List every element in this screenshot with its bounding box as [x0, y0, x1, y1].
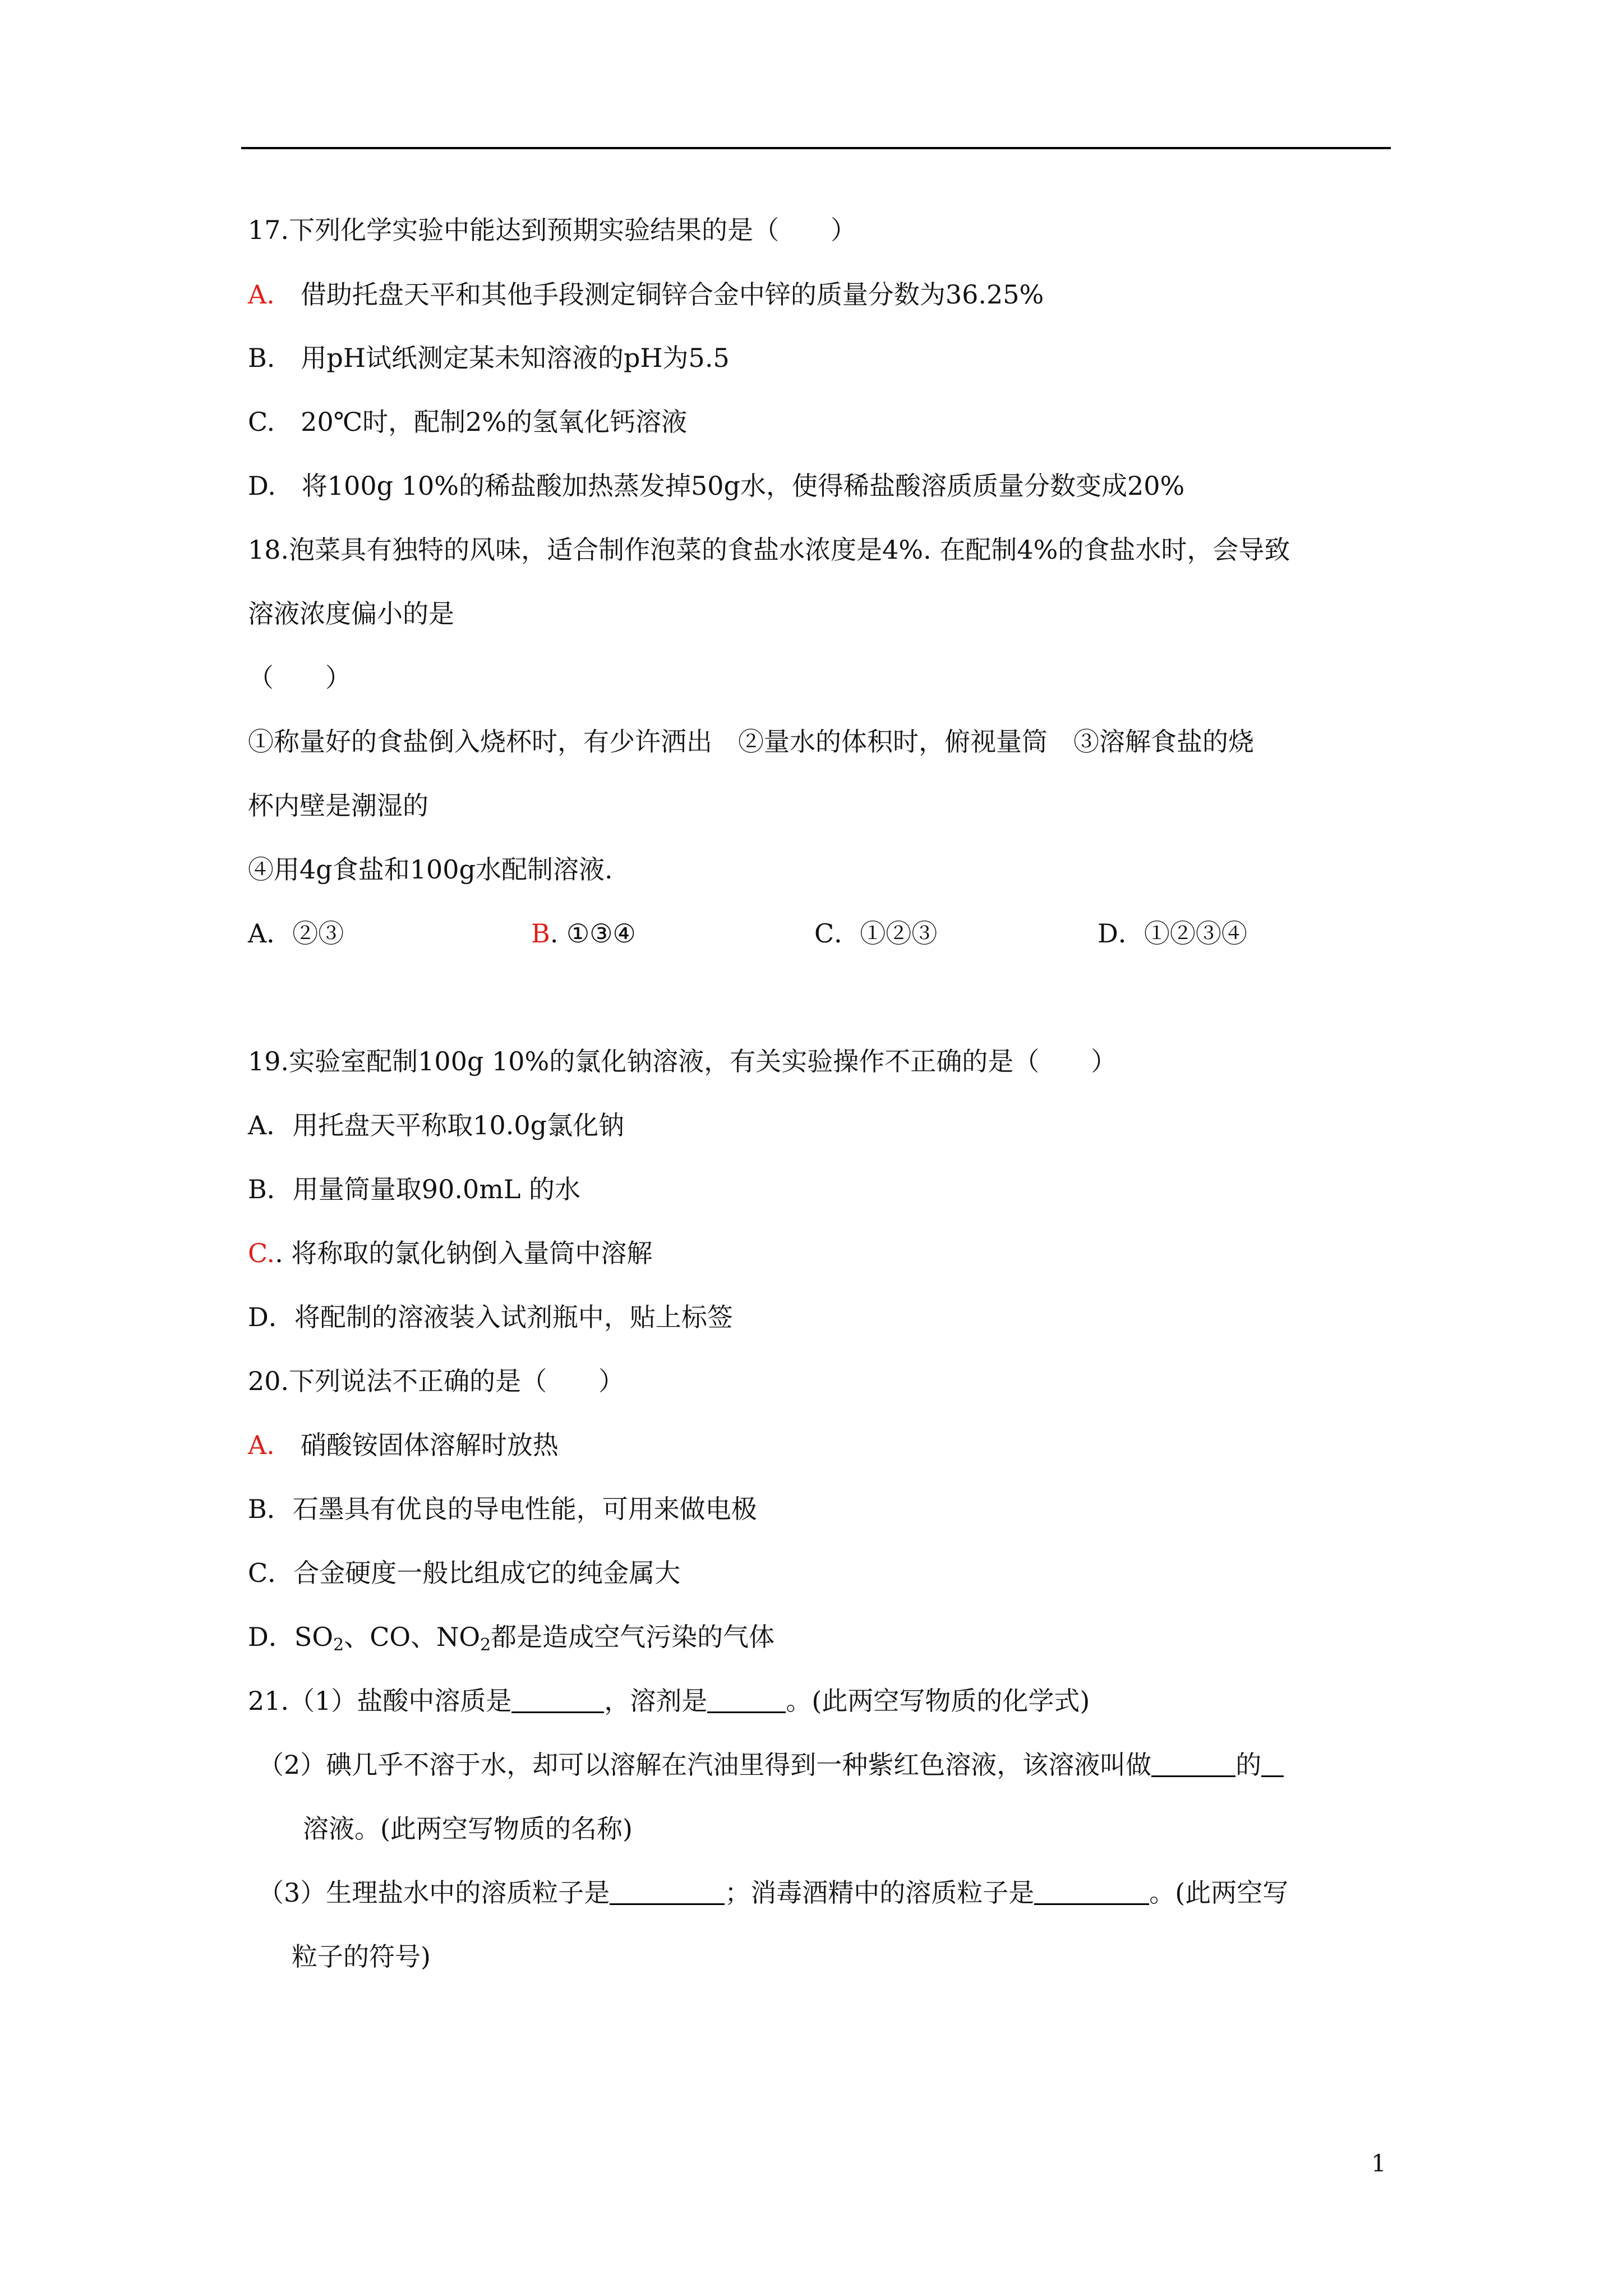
q18-options	[248, 917, 1370, 950]
q20-option-d: D．$SO_2$、CO、$NO_2$都是造成空气污染的气体	[248, 1622, 775, 1655]
q18-stem-line2: 溶液浓度偏小的是	[248, 599, 454, 629]
q21-part2-line2: 溶液。(此两空写物质的名称)	[303, 1814, 633, 1844]
q17-stem: 17.下列化学实验中能达到预期实验结果的是（ ）	[248, 215, 857, 245]
q17-option-a: A. 借助托盘天平和其他手段测定铜锌合金中锌的质量分数为36.25%	[248, 279, 1044, 310]
page-number: 1	[1371, 2150, 1386, 2177]
q18-item-line2: 杯内壁是潮湿的	[248, 790, 428, 821]
q18-option-b: B. ①③④	[531, 918, 636, 949]
q19-option-a: A．用托盘天平称取10.0g氯化钠	[248, 1110, 625, 1140]
q17-option-d: D. 将100g 10%的稀盐酸加热蒸发掉50g水，使得稀盐酸溶质质量分数变成20%	[248, 471, 1185, 501]
q17-option-b: B. 用pH试纸测定某未知溶液的pH为5.5	[248, 343, 730, 373]
answer-blank[interactable]	[610, 1879, 725, 1905]
q21-part3-line1: （3）生理盐水中的溶质粒子是 ；消毒酒精中的溶质粒子是 。(此两空写	[258, 1878, 1289, 1908]
q18-item-line3: ④用4g食盐和100g水配制溶液.	[248, 854, 613, 885]
answer-mark: A.	[248, 279, 275, 310]
q18-option-a: A．②③	[248, 918, 344, 949]
q18-item-line1: ①称量好的食盐倒入烧杯时，有少许洒出 ②量水的体积时，俯视量筒 ③溶解食盐的烧	[248, 726, 1254, 757]
q19-option-b: B．用量筒量取90.0mL 的水	[248, 1174, 581, 1204]
q18-option-d: D．①②③④	[1098, 918, 1247, 949]
answer-mark: B	[531, 918, 550, 949]
q21-part2-line1: （2）碘几乎不溶于水，却可以溶解在汽油里得到一种紫红色溶液，该溶液叫做 的	[258, 1748, 1284, 1782]
q19-option-c: C.. 将称取的氯化钠倒入量筒中溶解	[248, 1238, 653, 1268]
q21-part1: 21.（1）盐酸中溶质是 ，溶剂是 。(此两空写物质的化学式)	[248, 1686, 1090, 1716]
answer-blank[interactable]	[511, 1687, 604, 1713]
q18-paren: （ ）	[248, 662, 351, 693]
answer-mark: C.	[248, 1238, 275, 1268]
q18-option-c: C．①②③	[814, 918, 938, 949]
answer-mark: A.	[248, 1430, 275, 1460]
q20-stem: 20.下列说法不正确的是（ ）	[248, 1366, 625, 1396]
q17-option-c: C. 20℃时，配制2%的氢氧化钙溶液	[248, 407, 688, 437]
answer-blank[interactable]	[1151, 1751, 1235, 1777]
q18-stem-line1: 18.泡菜具有独特的风味，适合制作泡菜的食盐水浓度是4%. 在配制4%的食盐水时，会导致	[248, 535, 1290, 565]
header-rule	[241, 147, 1391, 149]
answer-blank[interactable]	[707, 1687, 786, 1713]
answer-blank[interactable]	[1034, 1879, 1149, 1905]
q19-stem: 19.实验室配制100g 10%的氯化钠溶液，有关实验操作不正确的是（ ）	[248, 1046, 1117, 1076]
q21-part3-line2: 粒子的符号)	[292, 1941, 431, 1972]
q20-option-a: A. 硝酸铵固体溶解时放热	[248, 1430, 559, 1460]
q20-option-c: C．合金硬度一般比组成它的纯金属大	[248, 1558, 681, 1588]
q19-option-d: D．将配制的溶液装入试剂瓶中，贴上标签	[248, 1302, 733, 1332]
answer-blank[interactable]	[1261, 1751, 1284, 1777]
q20-option-b: B．石墨具有优良的导电性能，可用来做电极	[248, 1494, 757, 1524]
